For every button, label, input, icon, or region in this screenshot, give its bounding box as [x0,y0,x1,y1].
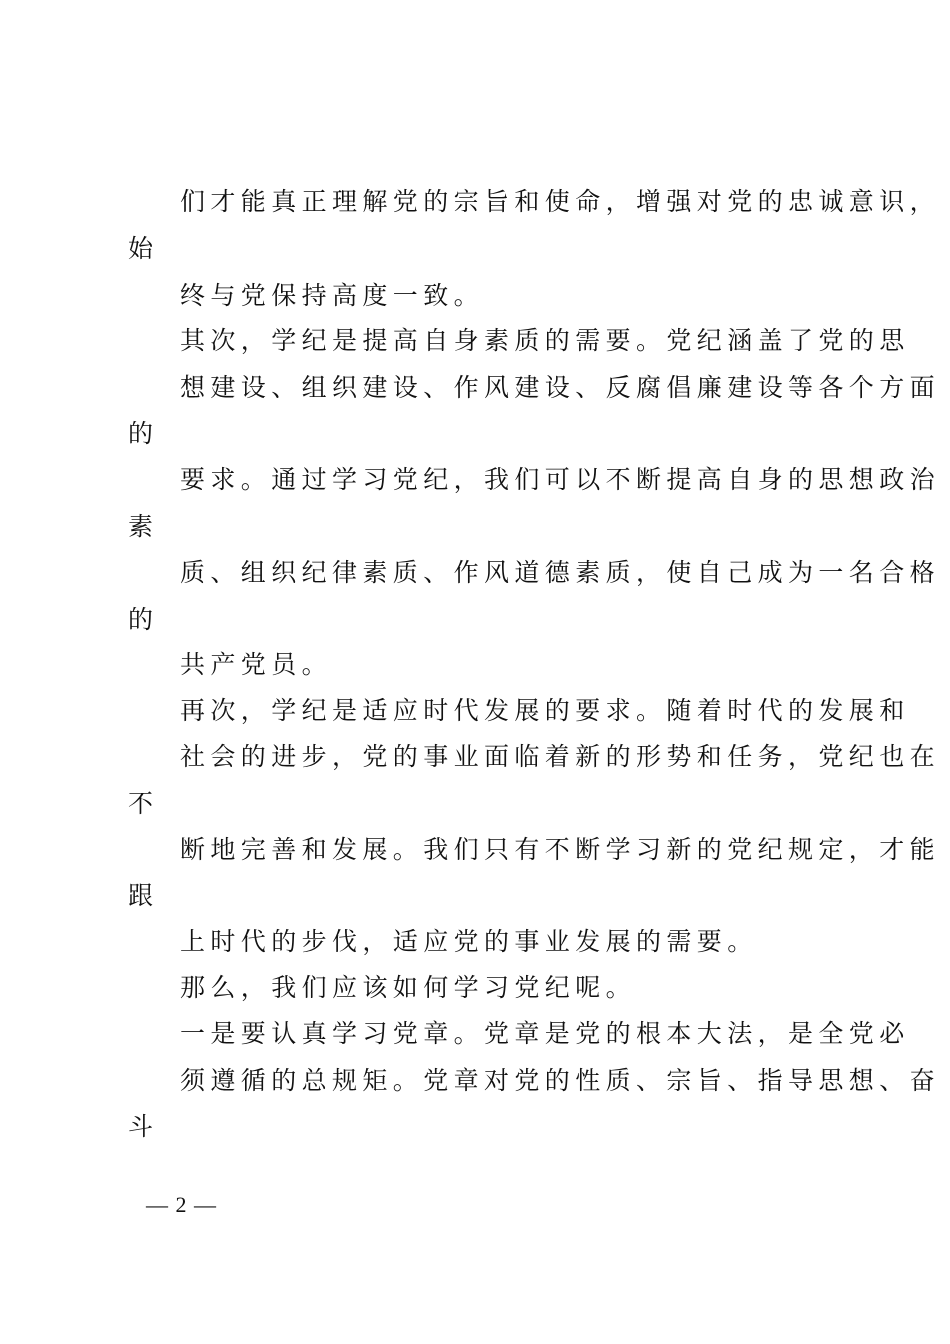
text-line: 的 [128,419,159,448]
text-line: 们才能真正理解党的宗旨和使命，增强对党的忠诚意识， [180,187,941,216]
text-line: 一是要认真学习党章。党章是党的根本大法，是全党必 [180,1019,910,1048]
text-line: 要求。通过学习党纪，我们可以不断提高自身的思想政治 [180,465,941,494]
text-line: 跟 [128,881,159,910]
text-line: 终与党保持高度一致。 [180,281,485,310]
text-line: 断地完善和发展。我们只有不断学习新的党纪规定，才能 [180,835,941,864]
text-line: 再次，学纪是适应时代发展的要求。随着时代的发展和 [180,696,910,725]
text-line: 斗 [128,1112,159,1141]
text-line: 始 [128,234,159,263]
page-number: — 2 — [146,1192,217,1217]
text-line: 质、组织纪律素质、作风道德素质，使自己成为一名合格 [180,558,941,587]
text-line: 素 [128,512,159,541]
text-line: 想建设、组织建设、作风建设、反腐倡廉建设等各个方面 [180,373,941,402]
text-line: 共产党员。 [180,650,333,679]
text-line: 社会的进步，党的事业面临着新的形势和任务，党纪也在 [180,742,941,771]
text-line: 上时代的步伐，适应党的事业发展的需要。 [180,927,758,956]
text-line: 其次，学纪是提高自身素质的需要。党纪涵盖了党的思 [180,326,910,355]
text-line: 的 [128,605,159,634]
text-line: 须遵循的总规矩。党章对党的性质、宗旨、指导思想、奋 [180,1066,941,1095]
text-line: 那么，我们应该如何学习党纪呢。 [180,973,637,1002]
text-line: 不 [128,789,159,818]
